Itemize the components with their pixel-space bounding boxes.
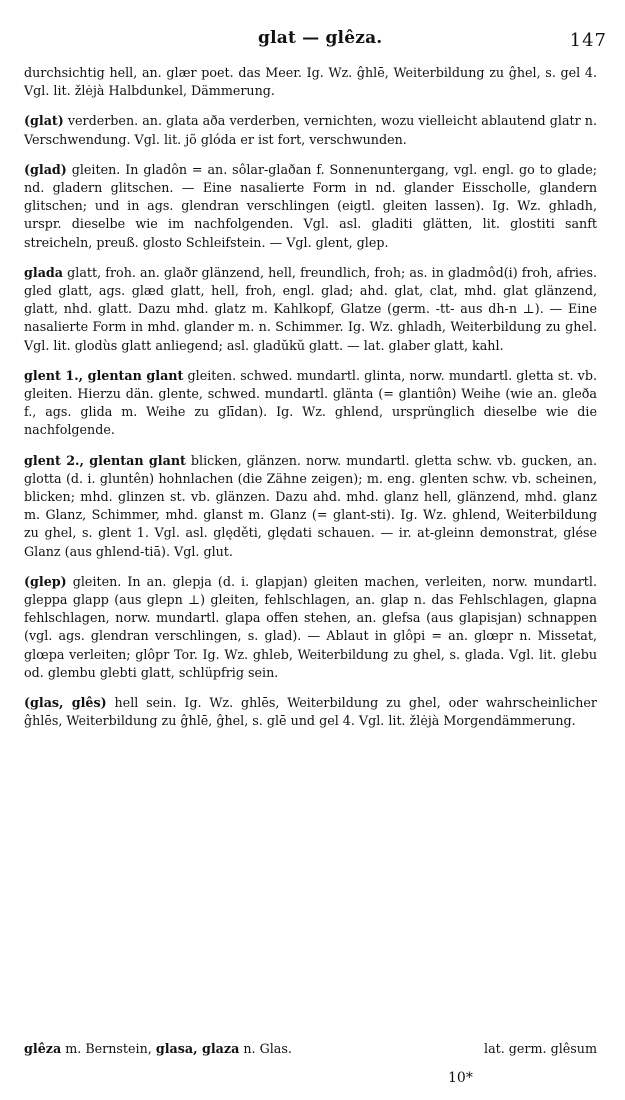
entry-text: verderben. an. glata aða verderben, vernichten, wozu vielleicht ablautend glatr n. Verschwendung. Vgl. lit. jõ glóda er ist fort, verschwunden. xyxy=(24,113,597,147)
entry-glent-2 xyxy=(24,452,597,561)
entry-text: m. Bernstein, xyxy=(65,1041,152,1056)
entry-lemma: (glat) xyxy=(24,113,64,129)
entry-glad xyxy=(24,161,597,252)
entry-gleza xyxy=(24,1040,597,1058)
entry-lemma: (glep) xyxy=(24,573,67,589)
dictionary-entries xyxy=(24,64,597,743)
page-header xyxy=(0,28,625,52)
page-footer xyxy=(0,1040,625,1100)
entry-lemma-secondary: glasa, glaza xyxy=(155,1041,240,1056)
entry-lemma: (glad) xyxy=(24,161,67,177)
entry-text: hell sein. Ig. Wz. ghlēs, Weiterbildung zu ghel, oder wahrscheinlicher ĝhlēs, Weiterbildung zu ĝhlē, ĝhel, s. glē und gel 4. Vgl. lit. žlėjà Morgendämmerung. xyxy=(24,695,597,729)
entry-text: blicken, glänzen. norw. mundartl. gletta schw. vb. gucken, an. glotta (d. i. gluntên) hohnlachen (die Zähne zeigen); m. eng. glenten schw. vb. scheinen, blicken; mhd. glinzen st. vb. glänzen. Dazu ahd. mhd. glanz hell, glänzend, mhd. glanz m. Glanz, Schimmer, mhd. glanst m. Glanz (= glant-sti). Ig. Wz. ghlend, Weiterbildung zu ghel, s. glent 1. Vgl. asl. ględěti, ględati schauen. — ir. at-gleinn demonstrat, glése Glanz (aus ghlend-tiā). Vgl. glut. xyxy=(24,452,597,559)
entry-glada xyxy=(24,264,597,355)
entry-text: gleiten. In an. glepja (d. i. glapjan) gleiten machen, verleiten, norw. mundartl. gleppa glapp (aus glepn ⊥) gleiten, fehlschlagen, an. glap n. das Fehlschlagen, glapna fehlschlagen, norw. mundartl. glapa offen stehen, an. glefsa (aus glapisjan) schnappen (vgl. ags. glendran verschlingen, s. glad). — Ablaut in glôpi = an. glœpr n. Missetat, glœpa verleiten; glôpr Tor. Ig. Wz. ghleb, Weiterbildung zu ghel, s. glada. Vgl. lit. glebu od. glembu glebti glatt, schlüpfrig sein. xyxy=(24,573,597,680)
entry-text: durchsichtig hell, an. glær poet. das Meer. Ig. Wz. ĝhlē, Weiterbildung zu ĝhel, s. gel 4. Vgl. lit. žlėjà Halbdunkel, Dämmerung. xyxy=(24,65,597,99)
entry-text: gleiten. schwed. mundartl. glinta, norw. mundartl. gletta st. vb. gleiten. Hierzu dän. glente, schwed. mundartl. glänta (= glantiôn) Weihe (wie an. gleða f., ags. glida m. Weihe zu glīdan). Ig. Wz. ghlend, ursprünglich dieselbe wie die nachfolgende. xyxy=(24,367,597,438)
signature-mark: 10* xyxy=(448,1070,473,1086)
entry-text: glatt, froh. an. glaðr glänzend, hell, freundlich, froh; as. in gladmôd(i) froh, afries. gled glatt, ags. glæd glatt, hell, froh, engl. glad; ahd. glat, clat, mhd. glat glänzend, glatt, nhd. glatt. Dazu mhd. glatz m. Kahlkopf, Glatze (germ. -tt- aus dh-n ⊥). — Eine nasalierte Form in mhd. glander m. n. Schimmer. Ig. Wz. ghladh, Weiterbildung zu ghel. Vgl. lit. glodùs glatt anliegend; asl. gladŭkŭ glatt. — lat. glaber glatt, kahl. xyxy=(24,264,597,353)
entry-glep xyxy=(24,573,597,682)
entry-glas-gles xyxy=(24,694,597,730)
entry-lemma: glêza xyxy=(24,1041,62,1056)
entry-lemma: glent 2., glentan glant xyxy=(24,452,186,468)
entry-text-secondary: n. Glas. xyxy=(243,1041,292,1056)
entry-glat xyxy=(24,112,597,148)
page-number: 147 xyxy=(569,30,607,51)
entry-lemma: (glas, glês) xyxy=(24,695,107,711)
running-title: glat — glêza. xyxy=(258,28,383,48)
entry-text: gleiten. In gladôn = an. sôlar-glaðan f. Sonnenuntergang, vgl. engl. go to glade; nd. gladern glitschen. — Eine nasalierte Form in nd. glander Eisscholle, glandern glitschen; und in ags. glendran verschlingen (eigtl. gleiten lassen). Ig. Wz. ghladh, urspr. dieselbe wie im nachfolgenden. Vgl. asl. gladiti glätten, lit. glostiti sanft streicheln, preuß. glosto Schleifstein. — Vgl. glent, glep. xyxy=(24,161,597,250)
entry-lemma: glada xyxy=(24,264,64,280)
entry-lemma: glent 1., glentan glant xyxy=(24,367,184,383)
entry-continuation xyxy=(24,64,597,100)
entry-glent-1 xyxy=(24,367,597,440)
entry-gloss-right: lat. germ. glêsum xyxy=(484,1041,597,1056)
